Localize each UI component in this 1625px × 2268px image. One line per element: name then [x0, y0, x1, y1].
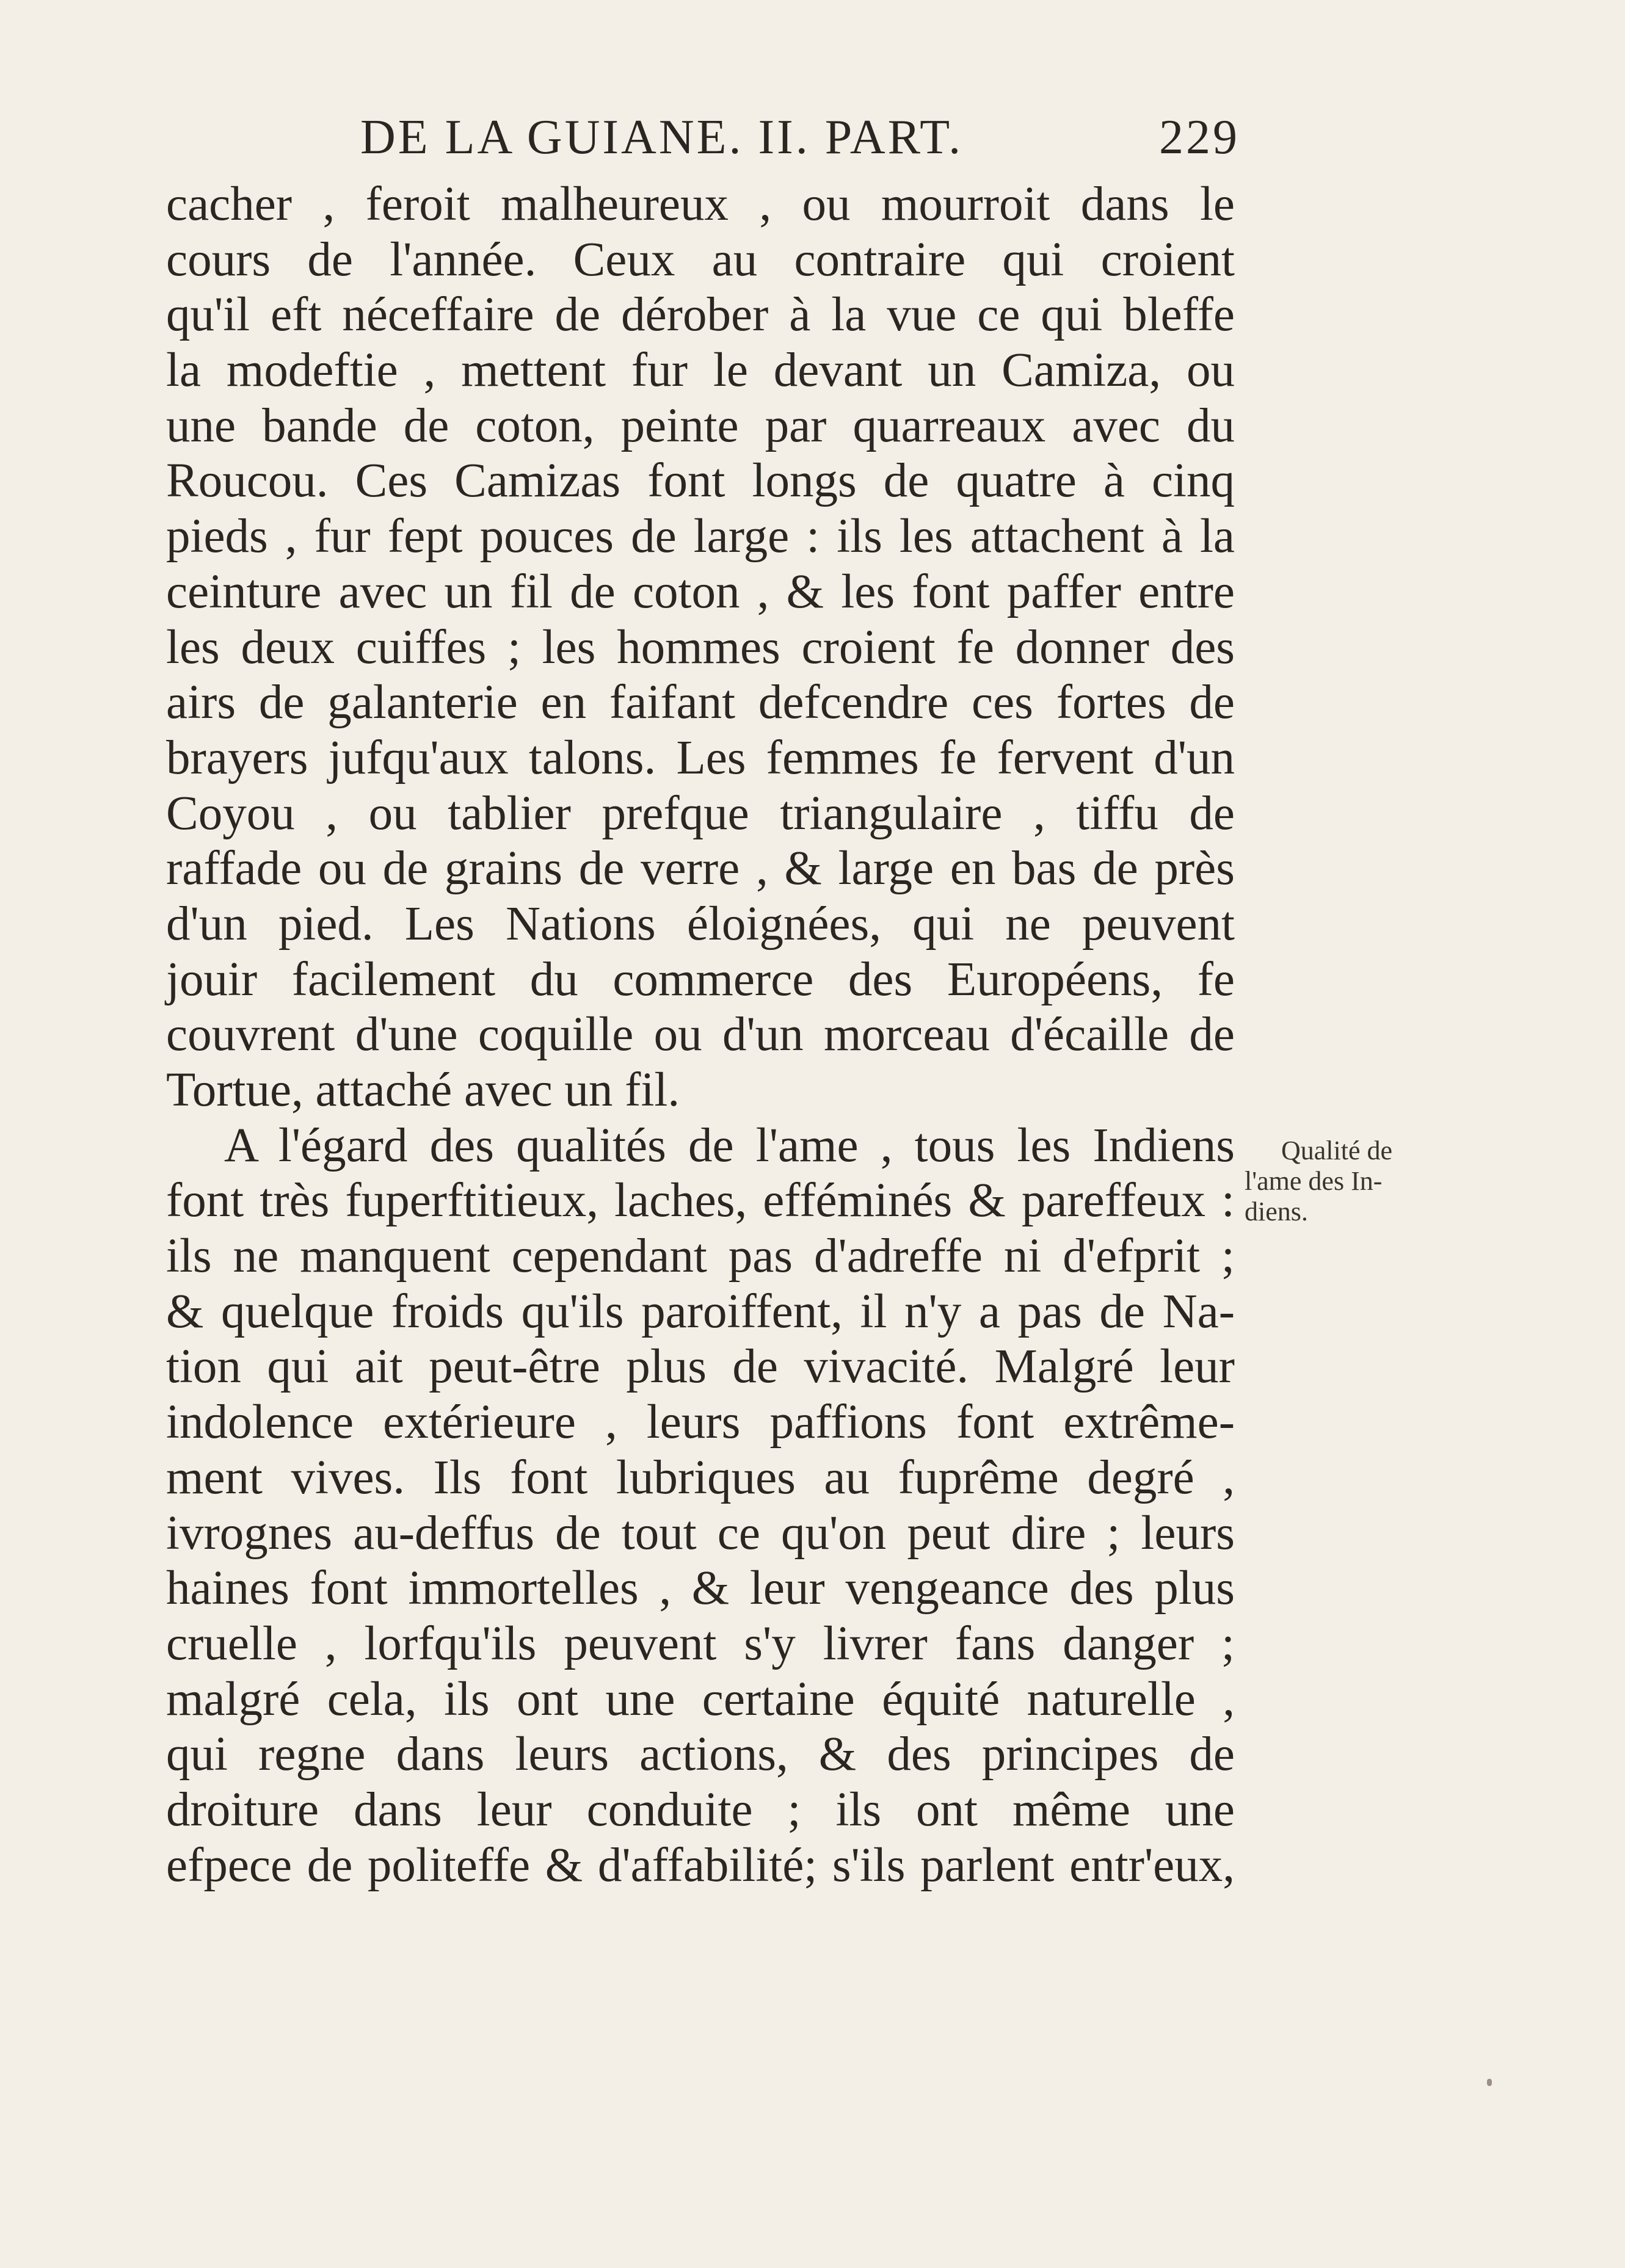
marginal-note-line: Qualité de [1281, 1136, 1393, 1165]
body-text [166, 177, 1235, 1893]
text-line: les deux cuiffes ; les hommes croient fe donner des [166, 620, 1235, 674]
text-line: une bande de coton, peinte par quarreaux avec du [166, 399, 1235, 452]
text-line: d'un pied. Les Nations éloignées, qui ne peuvent [166, 897, 1235, 951]
text-line: raffade ou de grains de verre , & large en bas de près [166, 842, 1235, 896]
text-line: ivrognes au-deffus de tout ce qu'on peut dire ; leurs [166, 1506, 1235, 1560]
text-line: ils ne manquent cependant pas d'adreffe ni d'efprit ; [166, 1230, 1235, 1283]
text-line: ment vives. Ils font lubriques au fuprême degré , [166, 1451, 1235, 1504]
text-line: qui regne dans leurs actions, & des principes de [166, 1728, 1235, 1781]
text-line: & quelque froids qu'ils paroiffent, il n'y a pas de Na- [166, 1284, 1235, 1338]
text-line: la modeftie , mettent fur le devant un Camiza, ou [166, 344, 1235, 397]
text-line: indolence extérieure , leurs paffions font extrême- [166, 1396, 1235, 1449]
text-line: airs de galanterie en faifant defcendre ces fortes de [166, 676, 1235, 730]
text-line: jouir facilement du commerce des Européens, fe [166, 952, 1235, 1006]
text-line: brayers jufqu'aux talons. Les femmes fe fervent d'un [166, 731, 1235, 784]
marginal-note-line: diens. [1245, 1197, 1308, 1226]
text-line: Roucou. Ces Camizas font longs de quatre à cinq [166, 454, 1235, 508]
text-line: cours de l'année. Ceux au contraire qui croient [166, 233, 1235, 286]
text-line: droiture dans leur conduite ; ils ont même une [166, 1783, 1235, 1836]
page-header [360, 104, 1240, 171]
paragraph-start-line: A l'égard des qualités de l'ame , tous les Indiens [224, 1118, 1235, 1172]
text-line: Coyou , ou tablier prefque triangulaire , tiffu de [166, 786, 1235, 840]
text-line: efpece de politeffe & d'affabilité; s'ils parlent entr'eux, [166, 1838, 1235, 1892]
text-line: cacher , feroit malheureux , ou mourroit dans le [166, 178, 1235, 231]
text-line: tion qui ait peut-être plus de vivacité. Malgré leur [166, 1340, 1235, 1394]
text-line: pieds , fur fept pouces de large : ils les attachent à la [166, 510, 1235, 563]
paper-speck [1487, 2079, 1492, 2086]
text-line: cruelle , lorfqu'ils peuvent s'y livrer fans danger ; [166, 1617, 1235, 1670]
text-line: qu'il eft néceffaire de dérober à la vue ce qui bleffe [166, 288, 1235, 342]
marginal-note [1245, 1136, 1428, 1227]
paragraph-end-line: Tortue, attaché avec un fil. [166, 1063, 680, 1117]
marginal-note-line: l'ame des In- [1245, 1166, 1383, 1196]
page-number: 229 [1159, 111, 1240, 164]
text-line: font très fuperftitieux, laches, efféminés & pareffeux : [166, 1174, 1235, 1228]
running-title: DE LA GUIANE. II. PART. [360, 111, 964, 164]
text-line: ceinture avec un fil de coton , & les font paffer entre [166, 565, 1235, 618]
text-line: malgré cela, ils ont une certaine équité naturelle , [166, 1672, 1235, 1726]
text-line: haines font immortelles , & leur vengeance des plus [166, 1562, 1235, 1615]
text-line: couvrent d'une coquille ou d'un morceau d'écaille de [166, 1008, 1235, 1062]
